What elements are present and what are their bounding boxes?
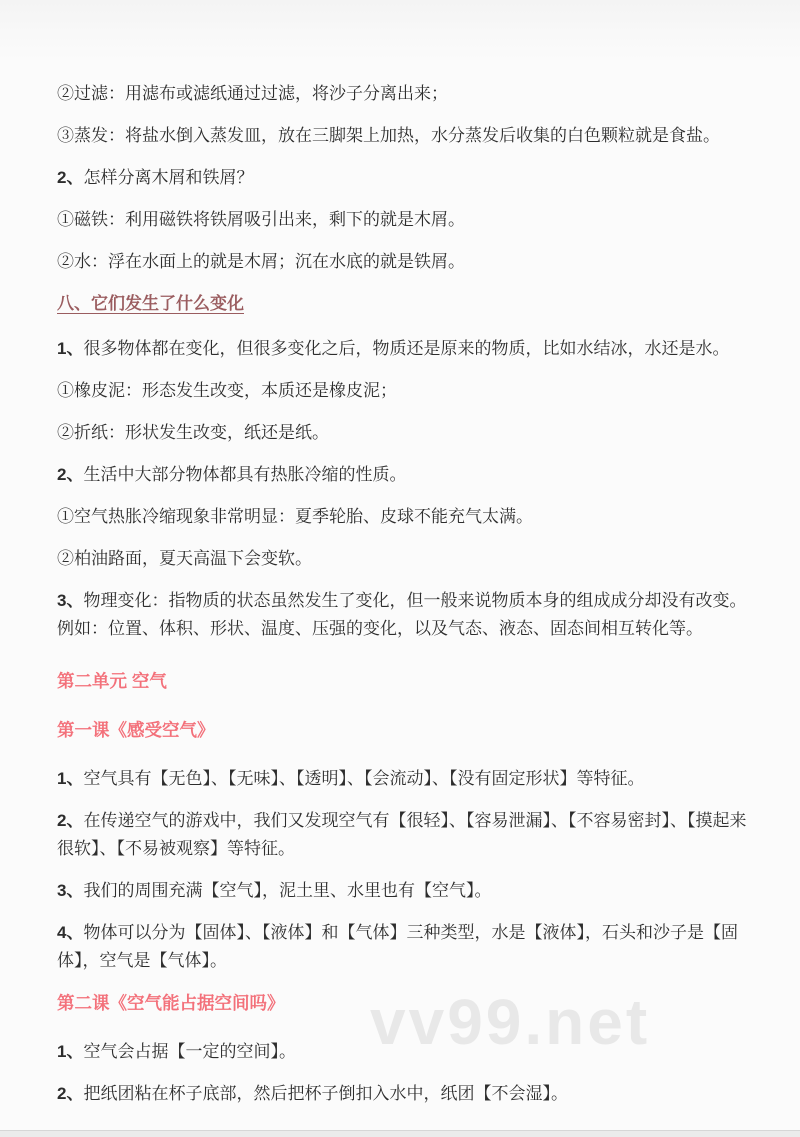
paragraph-text: 第二课《空气能占据空间吗》	[57, 993, 285, 1013]
paragraph	[57, 164, 757, 192]
paragraph-text: 空气会占据【一定的空间】。	[83, 1042, 296, 1061]
page-bottom-edge	[0, 1130, 800, 1137]
paragraph	[57, 335, 757, 363]
paragraph	[57, 122, 757, 150]
paragraph-text: ②折纸：形状发生改变，纸还是纸。	[57, 423, 329, 442]
paragraph	[57, 461, 757, 489]
paragraph-number: 2、	[57, 811, 84, 830]
paragraph	[57, 248, 757, 276]
paragraph	[57, 1038, 757, 1066]
paragraph-text: ①橡皮泥：形态发生改变，本质还是橡皮泥；	[57, 381, 397, 400]
watermark: vv99.net	[370, 986, 651, 1058]
paragraph-text: 我们的周围充满【空气】，泥土里、水里也有【空气】。	[83, 881, 492, 900]
paragraph-text: 第二单元 空气	[57, 671, 167, 691]
paragraph	[57, 919, 757, 975]
paragraph	[57, 80, 757, 108]
paragraph-text: 八、它们发生了什么变化	[57, 294, 244, 313]
lesson-heading	[57, 716, 757, 745]
paragraph	[57, 587, 757, 643]
paragraph	[57, 807, 757, 863]
paragraph-number: 3、	[57, 591, 84, 610]
paragraph-text: ①空气热胀冷缩现象非常明显：夏季轮胎、皮球不能充气太满。	[57, 507, 533, 526]
paragraph-number: 2、	[57, 1084, 84, 1103]
paragraph-number: 1、	[57, 339, 84, 358]
paragraph-number: 3、	[57, 881, 84, 900]
unit-heading	[57, 667, 757, 696]
paragraph-text: 怎样分离木屑和铁屑？	[83, 168, 254, 187]
paragraph	[57, 377, 757, 405]
paragraph-number: 2、	[57, 465, 84, 484]
lesson-heading	[57, 989, 757, 1018]
paragraph-text: ③蒸发：将盐水倒入蒸发皿，放在三脚架上加热，水分蒸发后收集的白色颗粒就是食盐。	[57, 126, 720, 145]
paragraph	[57, 419, 757, 447]
paragraph-text: 物理变化：指物质的状态虽然发生了变化，但一般来说物质本身的组成成分却没有改变。例如：位置、体积、形状、温度、压强的变化，以及气态、液态、固态间相互转化等。	[57, 591, 747, 638]
paragraph	[57, 1080, 757, 1108]
paragraph-text: ②过滤：用滤布或滤纸通过过滤，将沙子分离出来；	[57, 84, 448, 103]
document-body	[57, 80, 757, 1122]
paragraph	[57, 877, 757, 905]
paragraph-text: 第一课《感受空气》	[57, 720, 215, 740]
paragraph-text: 很多物体都在变化，但很多变化之后，物质还是原来的物质，比如水结冰，水还是水。	[83, 339, 730, 358]
paragraph	[57, 503, 757, 531]
paragraph-number: 4、	[57, 923, 84, 942]
paragraph-text: ②柏油路面，夏天高温下会变软。	[57, 549, 312, 568]
paragraph	[57, 545, 757, 573]
paragraph-number: 2、	[57, 168, 84, 187]
paragraph	[57, 765, 757, 793]
paragraph-text: 生活中大部分物体都具有热胀冷缩的性质。	[83, 465, 407, 484]
paragraph-text: 物体可以分为【固体】、【液体】和【气体】三种类型，水是【液体】，石头和沙子是【固体】，空气是【气体】。	[57, 923, 738, 970]
paragraph-text: 空气具有【无色】、【无味】、【透明】、【会流动】、【没有固定形状】等特征。	[83, 769, 645, 788]
paragraph-number: 1、	[57, 1042, 84, 1061]
paragraph	[57, 206, 757, 234]
paragraph-number: 1、	[57, 769, 84, 788]
section-heading	[57, 290, 757, 318]
paragraph-text: ②水：浮在水面上的就是木屑；沉在水底的就是铁屑。	[57, 252, 465, 271]
paragraph-text: 把纸团粘在杯子底部，然后把杯子倒扣入水中，纸团【不会湿】。	[83, 1084, 568, 1103]
paragraph-text: ①磁铁：利用磁铁将铁屑吸引出来，剩下的就是木屑。	[57, 210, 465, 229]
paragraph-text: 在传递空气的游戏中，我们又发现空气有【很轻】、【容易泄漏】、【不容易密封】、【摸起来很软】、【不易被观察】等特征。	[57, 811, 747, 858]
